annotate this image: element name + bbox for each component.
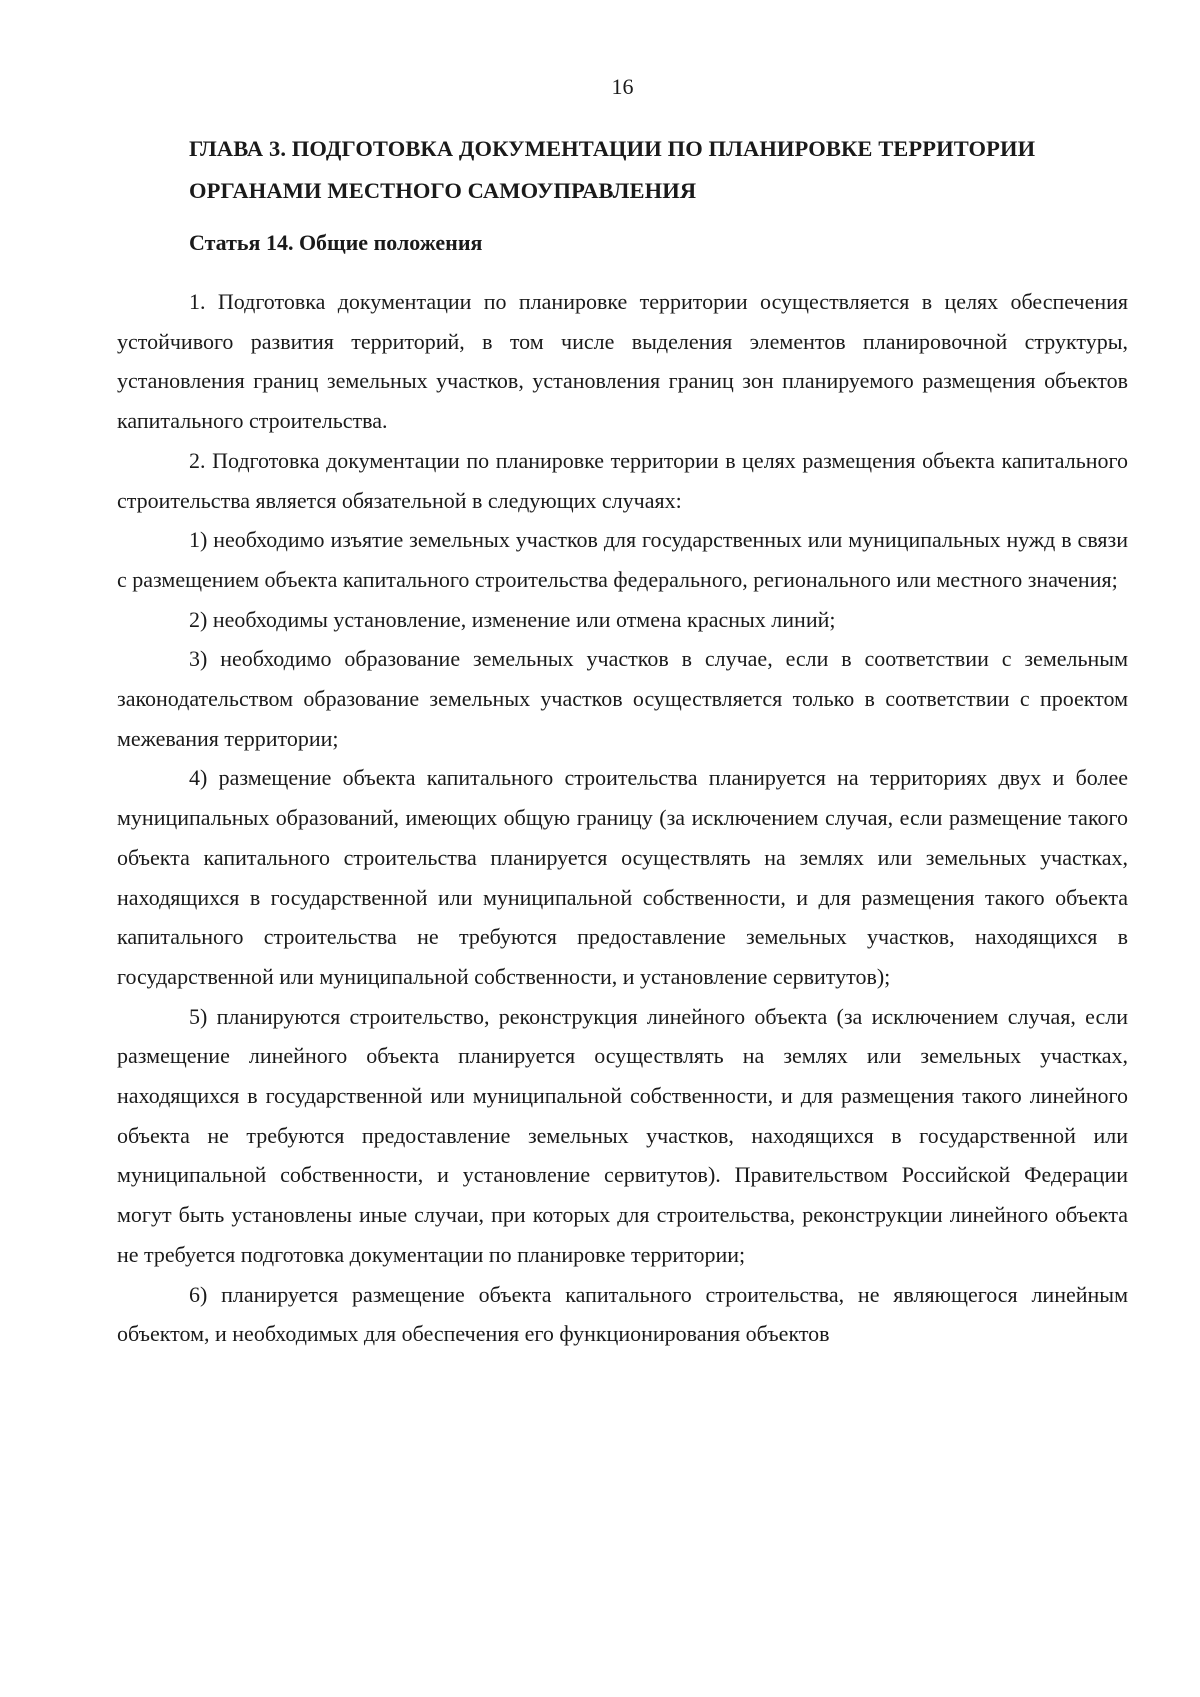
list-item-3: 3) необходимо образование земельных участков в случае, если в соответствии с земельным законодательством образование земельных участков осуществляется только в соответствии с проектом межевания территории; — [117, 646, 1128, 751]
list-item-5: 5) планируются строительство, реконструкция линейного объекта (за исключением случая, если размещение линейного объекта планируется осуществлять на землях или земельных участках, находящихся в государственной или муниципальной собственности, и для размещения такого линейного объекта не требуются предоставление земельных участков, находящихся в государственной или муниципальной собственности, и установление сервитутов). Правительством Российской Федерации могут быть установлены иные случаи, при которых для строительства, реконструкции линейного объекта не требуется подготовка документации по планировке территории; — [117, 1003, 1128, 1267]
list-item-1: 1) необходимо изъятие земельных участков для государственных или муниципальных нужд в связи с размещением объекта капитального строительства федерального, регионального или местного значения; — [117, 527, 1128, 592]
page-number: 16 — [611, 74, 634, 99]
list-item-2: 2) необходимы установление, изменение или отмена красных линий; — [189, 606, 836, 632]
chapter-title: ГЛАВА 3. ПОДГОТОВКА ДОКУМЕНТАЦИИ ПО ПЛАНИРОВКЕ ТЕРРИТОРИИ ОРГАНАМИ МЕСТНОГО САМОУПРАВЛЕНИЯ — [189, 136, 1036, 203]
list-item-6: 6) планируется размещение объекта капитального строительства, не являющегося линейным объектом, и необходимых для обеспечения его функционирования объектов — [117, 1281, 1128, 1347]
paragraph-2: 2. Подготовка документации по планировке территории в целях размещения объекта капитального строительства является обязательной в следующих случаях: — [117, 447, 1128, 513]
article-title: Статья 14. Общие положения — [189, 230, 483, 255]
list-item-4: 4) размещение объекта капитального строительства планируется на территориях двух и более муниципальных образований, имеющих общую границу (за исключением случая, если размещение такого объекта капитального строительства планируется осуществлять на землях или земельных участках, находящихся в государственной или муниципальной собственности, и для размещения такого объекта капитального строительства не требуются предоставление земельных участков, находящихся в государственной или муниципальной собственности, и установление сервитутов); — [117, 765, 1128, 989]
paragraph-1: 1. Подготовка документации по планировке территории осуществляется в целях обеспечения устойчивого развития территорий, в том числе выделения элементов планировочной структуры, установления границ земельных участков, установления границ зон планируемого размещения объектов капитального строительства. — [117, 289, 1128, 434]
article-body — [117, 282, 1128, 1354]
